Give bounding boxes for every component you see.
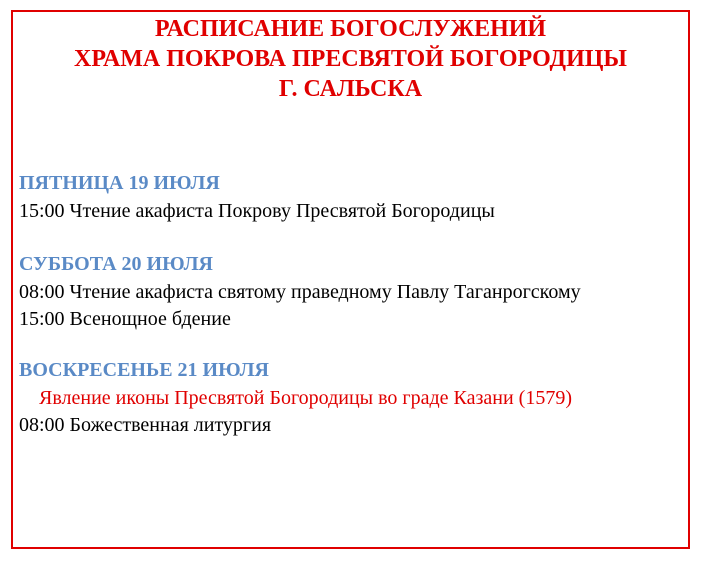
title-line-2: ХРАМА ПОКРОВА ПРЕСВЯТОЙ БОГОРОДИЦЫ [74, 46, 627, 72]
title-line-3: Г. САЛЬСКА [278, 76, 423, 102]
service-line: 15:00 Чтение акафиста Покрову Пресвятой Богородицы [19, 200, 495, 222]
title-line-1: РАСПИСАНИЕ БОГОСЛУЖЕНИЙ [154, 16, 547, 42]
day-heading-friday: ПЯТНИЦА 19 ИЮЛЯ [19, 172, 220, 194]
service-line: 08:00 Чтение акафиста святому праведному Павлу Таганрогскому [19, 281, 581, 303]
day-heading-saturday: СУББОТА 20 ИЮЛЯ [19, 253, 213, 275]
feast-line: Явление иконы Пресвятой Богородицы во граде Казани (1579) [39, 387, 572, 409]
schedule-title [11, 14, 690, 104]
day-heading-sunday: ВОСКРЕСЕНЬЕ 21 ИЮЛЯ [19, 359, 269, 381]
service-line: 15:00 Всенощное бдение [19, 308, 231, 330]
service-line: 08:00 Божественная литургия [19, 414, 272, 436]
